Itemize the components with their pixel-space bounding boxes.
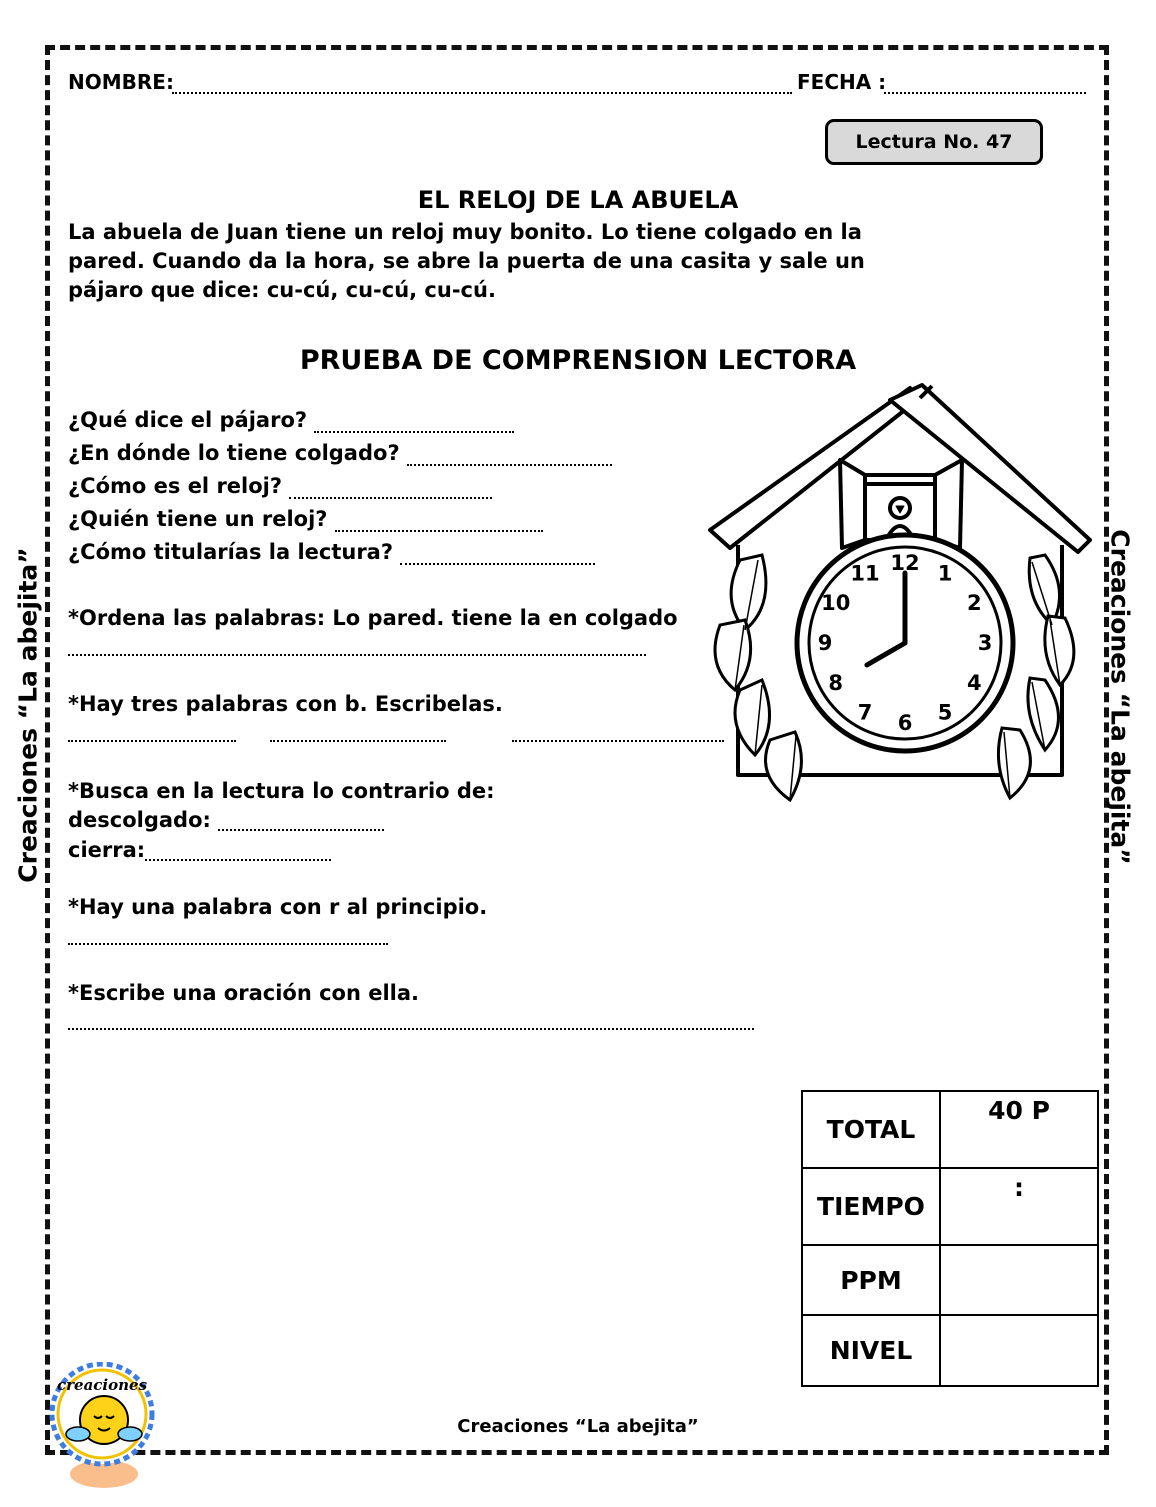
- opposite-label: descolgado:: [68, 808, 211, 832]
- answer-field[interactable]: [400, 559, 595, 565]
- exercise-b-words: *Hay tres palabras con b. Escribelas.: [68, 692, 503, 716]
- order-answer-field[interactable]: [68, 654, 646, 656]
- test-title-text: PRUEBA DE COMPRENSION LECTORA: [299, 345, 857, 376]
- reading-title: EL RELOJ DE LA ABUELA: [417, 186, 739, 214]
- clock-numeral: 10: [821, 591, 851, 615]
- date-label: FECHA :: [797, 70, 887, 94]
- question-text: ¿Cómo es el reloj?: [68, 474, 283, 498]
- cuckoo-clock-illustration: [700, 380, 1100, 810]
- score-value[interactable]: [940, 1315, 1098, 1386]
- table-row: [802, 1245, 1098, 1316]
- exercise-sentence: *Escribe una oración con ella.: [68, 981, 420, 1005]
- clock-numeral: 4: [966, 671, 982, 695]
- question-item: [68, 536, 612, 569]
- b-word-field-2[interactable]: [270, 740, 446, 742]
- clock-numeral: 5: [937, 700, 953, 725]
- reading-paragraph: [68, 218, 865, 305]
- score-value[interactable]: :: [940, 1168, 1098, 1245]
- opposite-field[interactable]: [145, 855, 331, 861]
- score-value[interactable]: [940, 1245, 1098, 1316]
- score-table: [801, 1090, 1099, 1387]
- clock-face: [797, 535, 1013, 751]
- question-text: ¿Quién tiene un reloj?: [68, 507, 328, 531]
- sentence-field[interactable]: [68, 1028, 754, 1030]
- question-text: ¿Cómo titularías la lectura?: [68, 540, 394, 564]
- score-label: TIEMPO: [802, 1168, 940, 1245]
- clock-numeral: 12: [890, 551, 920, 575]
- clock-numeral: 11: [850, 561, 880, 586]
- clock-numeral: 8: [828, 671, 844, 695]
- opposite-field[interactable]: [218, 825, 384, 831]
- clock-numeral: 6: [897, 711, 913, 735]
- question-text: ¿En dónde lo tiene colgado?: [68, 441, 400, 465]
- test-title: [0, 345, 1156, 376]
- clock-numeral: 1: [937, 561, 953, 586]
- b-word-field-3[interactable]: [512, 740, 724, 742]
- name-label: NOMBRE:: [68, 70, 174, 94]
- name-field[interactable]: [172, 92, 792, 94]
- exercise-opposites: *Busca en la lectura lo contrario de:: [68, 779, 495, 803]
- table-row: [802, 1091, 1098, 1168]
- side-text-right: Creaciones “La abejita”: [1105, 529, 1135, 865]
- clock-numeral: 3: [977, 631, 993, 655]
- logo-text: creaciones: [56, 1376, 148, 1394]
- answer-field[interactable]: [407, 460, 612, 466]
- opposite-label: cierra:: [68, 838, 146, 862]
- reading-line: La abuela de Juan tiene un reloj muy bonito. Lo tiene colgado en la: [68, 220, 862, 244]
- score-label: NIVEL: [802, 1315, 940, 1386]
- answer-field[interactable]: [289, 493, 492, 499]
- score-label: PPM: [802, 1245, 940, 1316]
- question-item: [68, 503, 612, 536]
- reading-line: pared. Cuando da la hora, se abre la puerta de una casita y sale un: [68, 249, 865, 273]
- opposite-item: [68, 806, 384, 835]
- answer-field[interactable]: [335, 526, 543, 532]
- question-item: [68, 470, 612, 503]
- r-word-field[interactable]: [68, 943, 388, 945]
- clock-numeral: 7: [857, 700, 873, 725]
- reading-number-badge: Lectura No. 47: [825, 119, 1043, 165]
- question-item: [68, 437, 612, 470]
- question-list: [68, 404, 612, 569]
- clock-numeral: 2: [966, 591, 982, 615]
- exercise-order: *Ordena las palabras: Lo pared. tiene la en colgado: [68, 606, 678, 630]
- score-value[interactable]: 40 P: [940, 1091, 1098, 1168]
- b-word-field-1[interactable]: [68, 740, 236, 742]
- question-text: ¿Qué dice el pájaro?: [68, 408, 308, 432]
- exercise-r-word: *Hay una palabra con r al principio.: [68, 895, 488, 919]
- answer-field[interactable]: [314, 427, 514, 433]
- question-item: [68, 404, 612, 437]
- side-text-left: Creaciones “La abejita”: [13, 547, 43, 883]
- reading-line: pájaro que dice: cu-cú, cu-cú, cu-cú.: [68, 278, 496, 302]
- opposite-item: [68, 836, 331, 865]
- table-row: [802, 1168, 1098, 1245]
- date-field[interactable]: [884, 92, 1086, 94]
- footer-credit: Creaciones “La abejita”: [457, 1416, 699, 1437]
- clock-numeral: 9: [817, 631, 833, 655]
- table-row: [802, 1315, 1098, 1386]
- score-label: TOTAL: [802, 1091, 940, 1168]
